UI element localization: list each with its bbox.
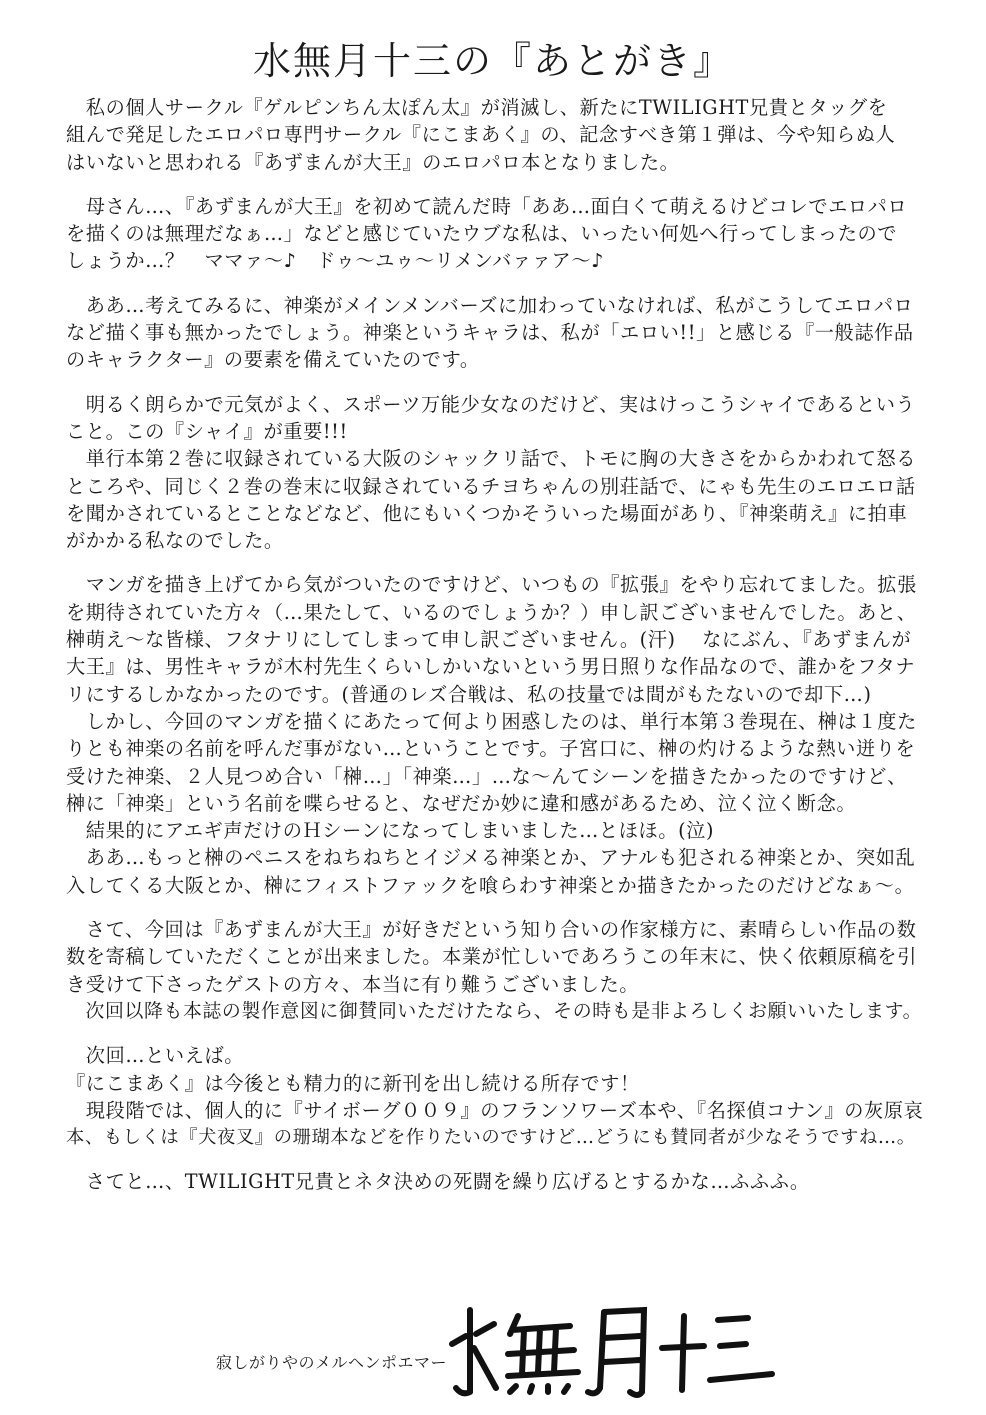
- text-line: はいないと思われる『あずまんが大王』のエロパロ本となりました。: [66, 150, 680, 174]
- paragraph-gap: [66, 1151, 926, 1168]
- paragraph: [66, 193, 926, 275]
- text-line: き受けて下さったゲストの方々、本当に有り難うございました。: [66, 972, 640, 996]
- text-line: 母さん…、『あずまんが大王』を初めて読んだ時「ああ…面白くて萌えるけどコレでエロパロ: [66, 194, 908, 218]
- text-line: さてと…、TWILIGHT兄貴とネタ決めの死闘を繰り広げるとするかな…ふふふ。: [66, 1170, 810, 1194]
- paragraph-gap: [66, 275, 926, 292]
- paragraph: [66, 1168, 926, 1195]
- paragraph: [66, 94, 926, 176]
- paragraph-gap: [66, 1025, 926, 1042]
- text-line: を期待されていた方々（…果たして、いるのでしょうか？）申し訳ございませんでした。あと、: [66, 600, 917, 624]
- paragraph-gap: [66, 374, 926, 391]
- text-line: 数を寄稿していただくことが出来ました。本業が忙しいであろうこの年末に、快く依頼原稿を引: [66, 945, 917, 969]
- text-line: 榊萌え〜な皆様、フタナリにしてしまって申し訳ございません。(汗) なにぶん、『あずまんが: [66, 628, 912, 652]
- text-line: 『にこまあく』は今後とも精力的に新刊を出し続ける所存です！: [66, 1071, 640, 1095]
- text-line: を聞かされているとことなどなど、他にもいくつかそういった場面があり、『神楽萌え』に拍車: [66, 501, 908, 525]
- text-line: を描くのは無理だなぁ…」などと感じていたウブな私は、いったい何処へ行ってしまったので: [66, 222, 898, 246]
- text-line: こと。この『シャイ』が重要!!!: [66, 419, 348, 443]
- text-line: 現段階では、個人的に『サイボーグ００９』のフランソワーズ本や、『名探偵コナン』の灰原哀: [66, 1098, 924, 1122]
- paragraph-gap: [66, 554, 926, 571]
- text-line: 入してくる大阪とか、榊にフィストファックを喰らわす神楽とか描きたかったのだけどなぁ〜。: [66, 873, 915, 897]
- text-line: さて、今回は『あずまんが大王』が好きだという知り合いの作家様方に、素晴らしい作品の数: [66, 918, 917, 942]
- text-line: など描く事も無かったでしょう。神楽というキャラは、私が「エロい!!」と感じる『一般誌作品: [66, 321, 914, 345]
- text-line: ところや、同じく２巻の巻末に収録されているチヨちゃんの別荘話で、にゃも先生のエロエロ話: [66, 474, 916, 498]
- text-line: 次回以降も本誌の製作意図に御賛同いただけたなら、その時も是非よろしくお願いいたします。: [66, 999, 923, 1022]
- text-line: リにするしかなかったのです。(普通のレズ合戦は、私の技量では間がもたないので却下…): [66, 682, 872, 706]
- paragraph: [66, 292, 926, 374]
- paragraph-gap: [66, 176, 926, 193]
- text-line: のキャラクター』の要素を備えていたのです。: [66, 348, 480, 372]
- signature-name: 水無月十三: [448, 1296, 453, 1297]
- afterword-body: [66, 94, 926, 1196]
- text-line: 私の個人サークル『ゲルピンちん太ぽん太』が消滅し、新たにTWILIGHT兄貴とタッグを: [66, 96, 888, 119]
- text-line: がかかる私なのでした。: [66, 529, 284, 553]
- text-line: 組んで発足したエロパロ専門サークル『にこまあく』の、記念すべき第１弾は、今や知らぬ人: [66, 123, 896, 147]
- text-line: 次回…といえば。: [66, 1044, 245, 1068]
- paragraph-gap: [66, 899, 926, 916]
- text-line: 単行本第２巻に収録されている大阪のシャックリ話で、トモに胸の大きさをからかわれて怒る: [66, 447, 917, 471]
- page-title: 水無月十三の『あとがき』: [252, 39, 733, 83]
- text-line: しかし、今回のマンガを描くにあたって何より困惑したのは、単行本第３巻現在、榊は１度た: [66, 709, 917, 733]
- text-line: りとも神楽の名前を呼んだ事がない…ということです。子宮口に、榊の灼けるような熱い迸りを: [66, 737, 916, 761]
- text-line: 受けた神楽、２人見つめ合い「榊…」「神楽…」…な〜んてシーンを描きたかったのですけど、: [66, 764, 907, 788]
- text-line: 榊に「神楽」という名前を喋らせると、なぜだか妙に違和感があるため、泣く泣く断念。: [66, 791, 857, 815]
- text-line: 本、もしくは『犬夜叉』の珊瑚本などを作りたいのですけど…どうにも賛同者が少なそうですね…。: [66, 1127, 916, 1149]
- paragraph: [66, 571, 926, 899]
- text-line: 結果的にアエギ声だけのＨシーンになってしまいました…とほほ。(泣): [66, 819, 715, 843]
- text-line: しょうか…？ ママァ〜♪ ドゥ〜ユゥ〜リメンバァァア〜♪: [66, 249, 604, 273]
- text-line: 大王』は、男性キャラが木村先生くらいしかいないという男日照りな作品なので、誰かをフタナ: [66, 655, 916, 679]
- text-line: ああ…考えてみるに、神楽がメインメンバーズに加わっていなければ、私がこうしてエロパロ: [66, 293, 914, 317]
- paragraph: [66, 1042, 926, 1151]
- text-line: ああ…もっと榊のペニスをねちねちとイジメる神楽とか、アナルも犯される神楽とか、突如乱: [66, 846, 916, 870]
- handwritten-signature: [448, 1296, 778, 1404]
- paragraph: [66, 391, 926, 555]
- text-line: 明るく朗らかで元気がよく、スポーツ万能少女なのだけど、実はけっこうシャイであるという: [66, 392, 916, 416]
- signature-caption: 寂しがりやのメルヘンポエマー: [216, 1353, 448, 1372]
- text-line: マンガを描き上げてから気がついたのですけど、いつもの『拡張』をやり忘れてました。拡張: [66, 573, 917, 597]
- paragraph: [66, 916, 926, 1025]
